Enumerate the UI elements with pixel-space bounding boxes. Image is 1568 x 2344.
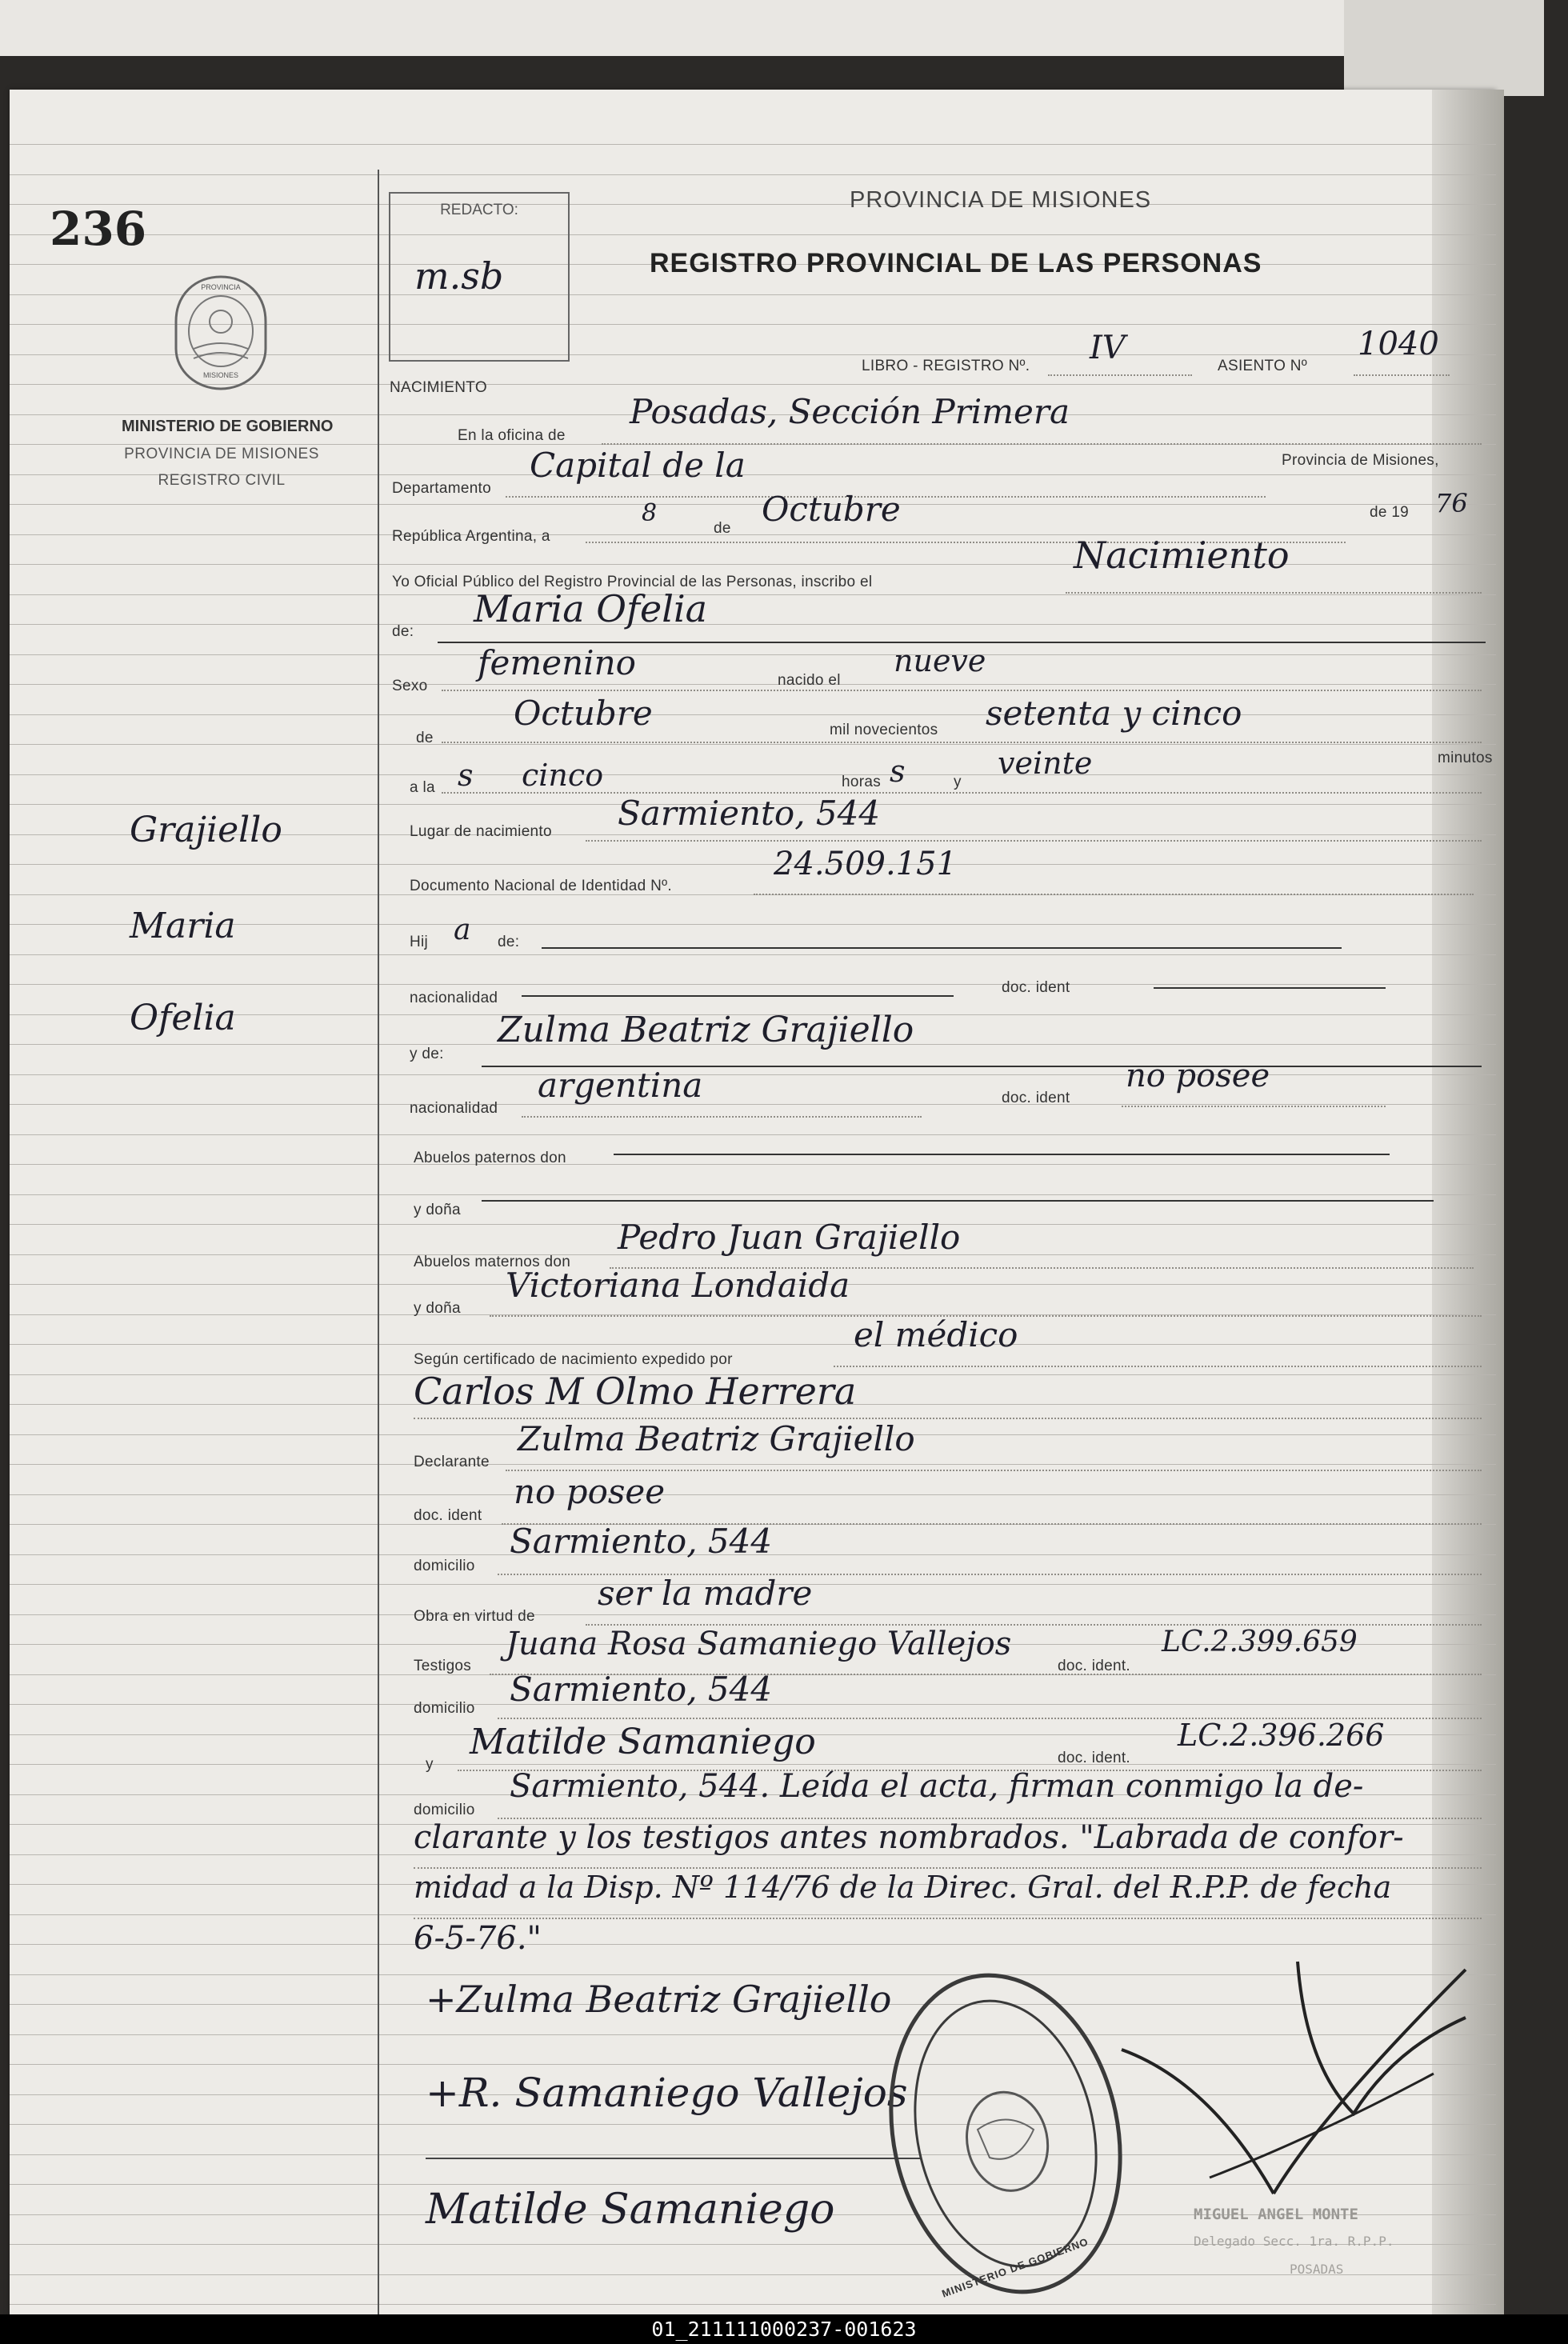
acto-value: Nacimiento — [1074, 534, 1290, 577]
redacto-value: m.sb — [414, 254, 504, 298]
official-stamp — [882, 1958, 1130, 2310]
testigo2-value: Matilde Samaniego — [470, 1722, 816, 1762]
margin-note-name: Maria — [130, 906, 236, 946]
signature-testigo-1: +R. Samaniego Vallejos — [426, 2070, 908, 2116]
province-title: PROVINCIA DE MISIONES — [850, 187, 1152, 213]
ruled-line — [10, 714, 1496, 715]
sexo-dots — [442, 690, 1482, 691]
background-sheet-right — [1344, 0, 1544, 96]
mes-value: Octubre — [762, 490, 901, 529]
signature-underline — [426, 2158, 922, 2159]
minutos-value: veinte — [998, 746, 1093, 781]
de-label: de — [714, 520, 731, 537]
texto3-dots — [414, 1918, 1482, 1919]
docident-declarante-label: doc. ident — [414, 1507, 482, 1524]
official-signature — [1114, 1954, 1474, 2218]
ruled-line — [10, 2274, 1496, 2275]
ruled-line — [10, 1764, 1496, 1765]
ruled-line — [10, 684, 1496, 685]
ruled-line — [10, 624, 1496, 625]
y-de-label: y de: — [410, 1046, 444, 1062]
horas-suffix: s — [890, 754, 906, 789]
faint-stamp-city: POSADAS — [1290, 2262, 1344, 2277]
departamento-label: Departamento — [392, 480, 492, 497]
oficina-dots — [602, 443, 1482, 445]
abuelos-paternos-label: Abuelos paternos don — [414, 1150, 566, 1166]
oficial-label: Yo Oficial Público del Registro Provincial de las Personas, inscribo el — [392, 574, 873, 590]
acto-dots — [1066, 592, 1482, 594]
ruled-line — [10, 744, 1496, 745]
asiento-label: ASIENTO Nº — [1218, 358, 1307, 374]
ruled-line — [10, 1104, 1496, 1105]
domicilio2-value: Sarmiento, 544 — [510, 1670, 773, 1709]
ruled-line — [10, 1614, 1496, 1615]
ruled-line — [10, 1914, 1496, 1915]
mes-dots — [442, 742, 1482, 743]
nacionalidad-line — [522, 995, 954, 997]
testigos-label: Testigos — [414, 1658, 472, 1674]
libro-label: LIBRO - REGISTRO Nº. — [862, 358, 1030, 374]
minutos-label: minutos — [1438, 750, 1493, 766]
testigo1-doc-value: LC.2.399.659 — [1162, 1626, 1358, 1658]
texto-linea-2: clarante y los testigos antes nombrados. "Labrada de confor- — [414, 1819, 1404, 1856]
ruled-line — [10, 504, 1496, 505]
ruled-line — [10, 654, 1496, 655]
registry-subtitle: REGISTRO CIVIL — [158, 472, 286, 489]
y-label: y — [954, 774, 962, 790]
declarante-label: Declarante — [414, 1454, 490, 1470]
margin-divider — [378, 170, 379, 2322]
texto2-dots — [414, 1867, 1482, 1869]
image-id-footer: 01_211111000237-001623 — [0, 2314, 1568, 2344]
abuela-paterna-line — [482, 1200, 1434, 1202]
ruled-line — [10, 1944, 1496, 1945]
faint-stamp-title: Delegado Secc. 1ra. R.P.P. — [1194, 2234, 1394, 2249]
horas-label: horas — [842, 774, 882, 790]
sexo-label: Sexo — [392, 678, 428, 694]
ruled-line — [10, 594, 1496, 595]
ala-value: s — [458, 758, 474, 793]
ala-label: a la — [410, 779, 435, 796]
docident-madre-value: no posee — [1126, 1058, 1270, 1094]
abuelos-paternos-line — [614, 1154, 1390, 1155]
domicilio-value: Sarmiento, 544 — [510, 1522, 773, 1561]
obra-label: Obra en virtud de — [414, 1608, 535, 1625]
seal-top-label: PROVINCIA — [201, 283, 241, 291]
abuelo-materno-value: Pedro Juan Grajiello — [618, 1218, 961, 1257]
asiento-value: 1040 — [1358, 326, 1439, 362]
anio-label: de 19 — [1370, 504, 1410, 521]
abuelos-maternos-label: Abuelos maternos don — [414, 1254, 571, 1270]
ruled-line — [10, 204, 1496, 205]
docident-declarante-value: no posee — [514, 1472, 666, 1511]
departamento-value: Capital de la — [530, 446, 746, 485]
milnovecientos-label: mil novecientos — [830, 722, 938, 738]
libro-value: IV — [1090, 330, 1126, 366]
hijo-line — [542, 947, 1342, 949]
signature-testigo-2: Matilde Samaniego — [426, 2186, 835, 2234]
hijo-suffix: a — [454, 914, 471, 946]
declarante-dots — [506, 1470, 1482, 1471]
horas-value: cinco — [522, 758, 604, 793]
testigo2-doc-value: LC.2.396.266 — [1178, 1718, 1385, 1753]
ruled-line — [10, 954, 1496, 955]
oficina-label: En la oficina de — [458, 427, 566, 444]
ruled-line — [10, 144, 1496, 145]
certificado-dots — [834, 1366, 1482, 1367]
background-sheet-top — [0, 0, 1344, 56]
y-dona-materna-label: y doña — [414, 1300, 461, 1317]
signature-declarante: +Zulma Beatriz Grajiello — [426, 1978, 892, 2021]
nacido-dia-value: nueve — [894, 643, 986, 678]
ministry-title: MINISTERIO DE GOBIERNO — [122, 418, 334, 435]
de-nombre-label: de: — [392, 623, 414, 640]
libro-dots — [1048, 374, 1192, 376]
redacto-box — [389, 192, 570, 362]
republica-label: República Argentina, a — [392, 528, 550, 545]
nacionalidad-label: nacionalidad — [410, 990, 498, 1006]
abuela-materna-value: Victoriana Londaida — [506, 1266, 850, 1305]
ruled-line — [10, 774, 1496, 775]
dni-value: 24.509.151 — [774, 846, 958, 882]
domicilio-label: domicilio — [414, 1558, 475, 1574]
coat-of-arms-seal — [170, 272, 272, 392]
nombre-value: Maria Ofelia — [474, 587, 708, 630]
ruled-line — [10, 864, 1496, 865]
registry-title: REGISTRO PROVINCIAL DE LAS PERSONAS — [650, 248, 1262, 278]
asiento-dots — [1354, 374, 1450, 376]
oficina-value: Posadas, Sección Primera — [630, 392, 1070, 431]
hijo-de-label: de: — [498, 934, 520, 950]
ruled-line — [10, 1164, 1496, 1165]
ruled-line — [10, 2304, 1496, 2305]
y-dona-paterna-label: y doña — [414, 1202, 461, 1218]
province-subtitle: PROVINCIA DE MISIONES — [124, 446, 319, 462]
docident-line — [1154, 987, 1386, 989]
testigo2-doc-label: doc. ident. — [1058, 1750, 1130, 1766]
lugar-label: Lugar de nacimiento — [410, 823, 552, 840]
redacto-label: REDACTO: — [440, 202, 518, 218]
page-number: 236 — [50, 202, 147, 256]
margin-note-name2: Ofelia — [130, 998, 236, 1038]
ruled-line — [10, 1494, 1496, 1495]
y-testigo2-label: y — [426, 1756, 434, 1773]
nacionalidad-madre-label: nacionalidad — [410, 1100, 498, 1117]
document-page — [10, 90, 1496, 2322]
hora-dots — [442, 792, 1482, 794]
texto-linea-3: midad a la Disp. Nº 114/76 de la Direc. Gral. del R.P.P. de fecha — [414, 1870, 1392, 1905]
lugar-value: Sarmiento, 544 — [618, 794, 881, 833]
texto-linea-4: 6-5-76." — [414, 1920, 542, 1957]
ruled-line — [10, 1344, 1496, 1345]
ruled-line — [10, 984, 1496, 985]
ruled-line — [10, 1074, 1496, 1075]
nacionalidad-madre-dots — [522, 1116, 922, 1118]
madre-value: Zulma Beatriz Grajiello — [498, 1010, 914, 1050]
docident-label: doc. ident — [1002, 979, 1070, 996]
dni-label: Documento Nacional de Identidad Nº. — [410, 878, 672, 894]
certificado-label: Según certificado de nacimiento expedido por — [414, 1351, 733, 1368]
nacido-mes-value: Octubre — [514, 694, 653, 733]
ruled-line — [10, 1134, 1496, 1135]
testigo1-doc-label: doc. ident. — [1058, 1658, 1130, 1674]
domicilio2-label: domicilio — [414, 1700, 475, 1717]
ruled-line — [10, 1464, 1496, 1465]
faint-stamp-name: MIGUEL ANGEL MONTE — [1194, 2206, 1358, 2223]
ruled-line — [10, 174, 1496, 175]
nacionalidad-madre-value: argentina — [538, 1066, 703, 1105]
dia-value: 8 — [642, 499, 658, 527]
nacido-anio-value: setenta y cinco — [986, 694, 1242, 733]
testigo1-value: Juana Rosa Samaniego Vallejos — [506, 1626, 1012, 1662]
margin-note-surname: Grajiello — [130, 810, 282, 850]
declarante-value: Zulma Beatriz Grajiello — [518, 1419, 915, 1458]
docident-madre-dots — [1122, 1106, 1386, 1107]
seal-bottom-label: MISIONES — [202, 371, 238, 379]
domicilio3-label: domicilio — [414, 1802, 475, 1818]
certificado-value: el médico — [854, 1315, 1018, 1354]
docident-madre-label: doc. ident — [1002, 1090, 1070, 1106]
texto-linea-1: Sarmiento, 544. Leída el acta, firman conmigo la de- — [510, 1768, 1364, 1805]
ruled-line — [10, 234, 1496, 235]
sexo-value: femenino — [478, 643, 636, 682]
ruled-line — [10, 1194, 1496, 1195]
de-mes-label: de — [416, 730, 434, 746]
lugar-dots — [586, 840, 1482, 842]
anio-value: 76 — [1435, 488, 1468, 518]
obra-value: ser la madre — [598, 1574, 813, 1613]
nacimiento-label: NACIMIENTO — [390, 379, 487, 396]
medico-value: Carlos M Olmo Herrera — [414, 1370, 857, 1413]
hijo-label: Hij — [410, 934, 429, 950]
stamp-bottom-text: MINISTERIO DE GOBIERNO — [940, 2235, 1090, 2300]
nacido-label: nacido el — [778, 672, 841, 689]
provincia-label: Provincia de Misiones, — [1282, 452, 1439, 469]
dni-dots — [754, 894, 1474, 895]
